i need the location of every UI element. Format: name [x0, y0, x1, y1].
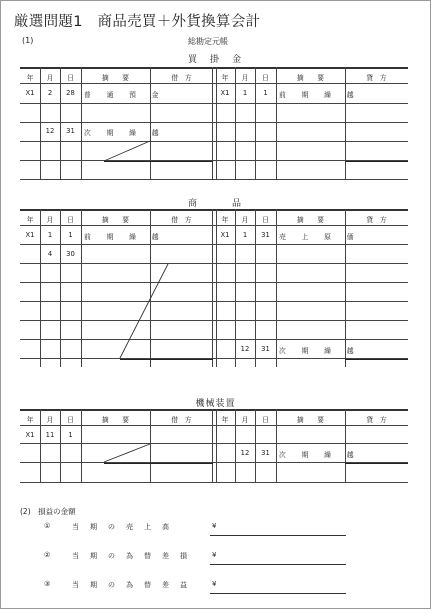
header-day: 日: [67, 74, 74, 82]
entry-month: 1: [47, 231, 53, 239]
total-rule-left: [104, 463, 213, 464]
header-summary: 摘 要: [296, 216, 325, 224]
entry-summary: 次 期 繰 越: [279, 347, 359, 355]
total-rule-right: [345, 359, 408, 360]
pl-item-label: 当 期 の 為 替 差 益: [72, 581, 189, 589]
header-year: 年: [26, 74, 34, 82]
header-day: 日: [262, 74, 269, 82]
answer-line-fx-gain[interactable]: [210, 593, 346, 594]
entry-month: 12: [45, 127, 55, 135]
entry-day: 31: [261, 231, 270, 239]
ledger-machinery: [20, 409, 408, 483]
header-credit: 貸 方: [366, 74, 387, 82]
entry-summary: 前 期 繰 越: [84, 233, 164, 241]
header-debit: 借 方: [171, 416, 192, 424]
total-rule-right: [345, 463, 408, 464]
header-debit: 借 方: [171, 216, 192, 224]
pl-item-currency: ¥: [212, 551, 217, 559]
blank-filler-slash: [104, 140, 150, 162]
entry-year: X1: [25, 431, 35, 439]
header-month: 月: [46, 216, 54, 224]
answer-line-fx-loss[interactable]: [210, 564, 346, 565]
entry-summary: 普 通 預 金: [84, 91, 164, 99]
pl-item-label: 当 期 の 売 上 高: [72, 523, 171, 531]
header-credit: 貸 方: [366, 416, 387, 424]
pl-item-label: 当 期 の 為 替 差 損: [72, 552, 189, 560]
total-rule-left: [120, 359, 213, 360]
entry-day: 28: [66, 89, 75, 97]
entry-summary: 売 上 原 価: [279, 233, 359, 241]
header-day: 日: [262, 416, 269, 424]
account-title-accounts-payable: 買 掛 金: [187, 55, 243, 65]
header-year: 年: [221, 74, 229, 82]
entry-day: 30: [66, 250, 75, 258]
blank-filler-slash: [104, 443, 150, 463]
header-summary: 摘 要: [296, 74, 325, 82]
blank-filler-slash: [120, 263, 168, 359]
entry-year: X1: [25, 89, 35, 97]
entry-summary: 次 期 繰 越: [279, 451, 359, 459]
answer-line-sales[interactable]: [210, 535, 346, 536]
entry-day: 1: [68, 431, 73, 439]
page-title: 厳選問題1 商品売買＋外貨換算会計: [14, 14, 261, 30]
entry-month: 2: [47, 89, 53, 97]
entry-day: 31: [66, 127, 75, 135]
header-month: 月: [241, 216, 249, 224]
pl-item-num: ③: [44, 580, 51, 588]
entry-day: 1: [263, 89, 268, 97]
entry-summary: 次 期 繰 越: [84, 129, 164, 137]
pl-item-currency: ¥: [212, 580, 217, 588]
header-day: 日: [67, 416, 74, 424]
pl-item-num: ①: [44, 522, 51, 530]
total-rule-right: [345, 161, 408, 162]
account-title-merchandise: 商 品: [187, 199, 243, 209]
header-month: 月: [241, 74, 249, 82]
header-summary: 摘 要: [296, 416, 325, 424]
entry-day: 31: [261, 449, 270, 457]
header-year: 年: [26, 216, 34, 224]
ledger-accounts-payable: [20, 67, 408, 180]
entry-year: X1: [25, 231, 35, 239]
header-debit: 借 方: [171, 74, 192, 82]
section-1-label: (1): [22, 36, 34, 45]
header-day: 日: [262, 216, 269, 224]
ledger-merchandise: [20, 209, 408, 367]
general-ledger-heading: 総勘定元帳: [188, 37, 228, 46]
entry-year: X1: [220, 89, 230, 97]
entry-month: 4: [47, 250, 53, 258]
header-credit: 貸 方: [366, 216, 387, 224]
header-year: 年: [221, 216, 229, 224]
header-year: 年: [26, 416, 34, 424]
entry-month: 11: [45, 431, 55, 439]
header-month: 月: [46, 416, 54, 424]
header-month: 月: [46, 74, 54, 82]
entry-month: 12: [240, 449, 250, 457]
entry-month: 12: [240, 345, 250, 353]
entry-day: 1: [68, 231, 73, 239]
header-summary: 摘 要: [101, 216, 130, 224]
section-2-label: (2) 損益の金額: [20, 507, 76, 516]
account-title-machinery: 機械装置: [195, 399, 236, 409]
total-rule-left: [104, 161, 213, 162]
pl-item-num: ②: [44, 551, 51, 559]
header-summary: 摘 要: [101, 74, 130, 82]
pl-item-currency: ¥: [212, 522, 217, 530]
entry-year: X1: [220, 231, 230, 239]
header-day: 日: [67, 216, 74, 224]
header-summary: 摘 要: [101, 416, 130, 424]
entry-month: 1: [242, 231, 248, 239]
entry-day: 31: [261, 345, 270, 353]
entry-summary: 前 期 繰 越: [279, 91, 359, 99]
entry-month: 1: [242, 89, 248, 97]
header-month: 月: [241, 416, 249, 424]
header-year: 年: [221, 416, 229, 424]
